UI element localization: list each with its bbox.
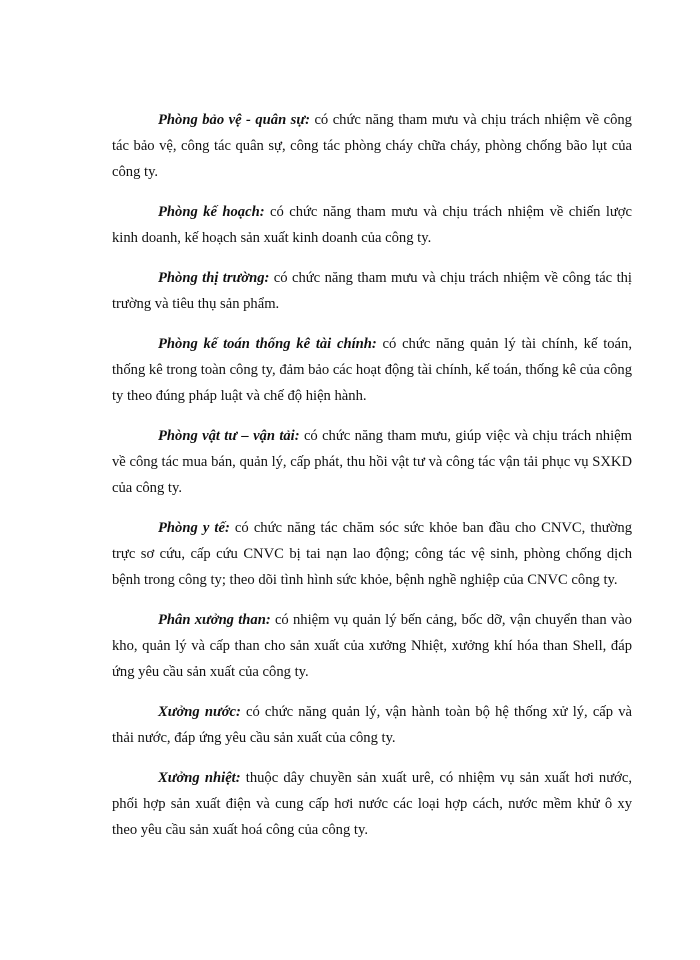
document-page: [112, 107, 632, 857]
paragraph-planning: [112, 199, 632, 251]
paragraph-coal-workshop: [112, 607, 632, 685]
paragraph-term: Phòng kế hoạch:: [158, 204, 265, 220]
paragraph-text: có chức năng tham mưu và chịu trách nhiệm về công tác thị trường và tiêu thụ sản phẩm.: [112, 270, 632, 312]
paragraph-text: có chức năng tham mưu và chịu trách nhiệm về công tác bảo vệ, công tác quân sự, công tác phòng cháy chữa cháy, phòng chống bão lụt của công ty.: [112, 112, 632, 180]
paragraph-materials-transport: [112, 423, 632, 501]
paragraph-term: Phòng y tế:: [158, 520, 230, 536]
paragraph-market: [112, 265, 632, 317]
paragraph-text: có chức năng tác chăm sóc sức khỏe ban đầu cho CNVC, thường trực sơ cứu, cấp cứu CNVC bị tai nạn lao động; công tác vệ sinh, phòng chống dịch bệnh trong công ty; theo dõi tình hình sức khỏe, bệnh nghề nghiệp của CNVC công ty.: [112, 520, 632, 588]
paragraph-medical: [112, 515, 632, 593]
paragraph-term: Phòng thị trường:: [158, 270, 270, 286]
paragraph-water-workshop: [112, 699, 632, 751]
paragraph-security-military: [112, 107, 632, 185]
paragraph-text: có nhiệm vụ quản lý bến cảng, bốc dỡ, vận chuyển than vào kho, quản lý và cấp than cho sản xuất của xưởng Nhiệt, xưởng khí hóa than Shell, đáp ứng yêu cầu sản xuất của công ty.: [112, 612, 632, 680]
paragraph-term: Phòng bảo vệ - quân sự:: [158, 112, 310, 128]
paragraph-text: có chức năng quản lý, vận hành toàn bộ hệ thống xử lý, cấp và thải nước, đáp ứng yêu cầu sản xuất của công ty.: [112, 704, 632, 746]
paragraph-text: có chức năng tham mưu và chịu trách nhiệm về chiến lược kinh doanh, kế hoạch sản xuất kinh doanh của công ty.: [112, 204, 633, 246]
paragraph-thermal-workshop: [112, 765, 632, 843]
paragraph-text: thuộc dây chuyền sản xuất urê, có nhiệm vụ sản xuất hơi nước, phối hợp sản xuất điện và cung cấp hơi nước các loại hợp cách, nước mềm khử ô xy theo yêu cầu sản xuất hoá công của công ty.: [112, 770, 632, 838]
paragraph-term: Phòng kế toán thống kê tài chính:: [158, 336, 377, 352]
paragraph-term: Xưởng nhiệt:: [158, 770, 241, 786]
paragraph-text: có chức năng tham mưu, giúp việc và chịu trách nhiệm về công tác mua bán, quản lý, cấp phát, thu hồi vật tư và công tác vận tải phục vụ SXKD của công ty.: [112, 428, 632, 496]
paragraph-term: Phòng vật tư – vận tải:: [158, 428, 300, 444]
paragraph-term: Xưởng nước:: [158, 704, 241, 720]
paragraph-term: Phân xưởng than:: [158, 612, 271, 628]
paragraph-accounting: [112, 331, 632, 409]
paragraph-text: có chức năng quản lý tài chính, kế toán, thống kê trong toàn công ty, đảm bảo các hoạt động tài chính, kế toán, thống kê của công ty theo đúng pháp luật và chế độ hiện hành.: [112, 336, 632, 404]
